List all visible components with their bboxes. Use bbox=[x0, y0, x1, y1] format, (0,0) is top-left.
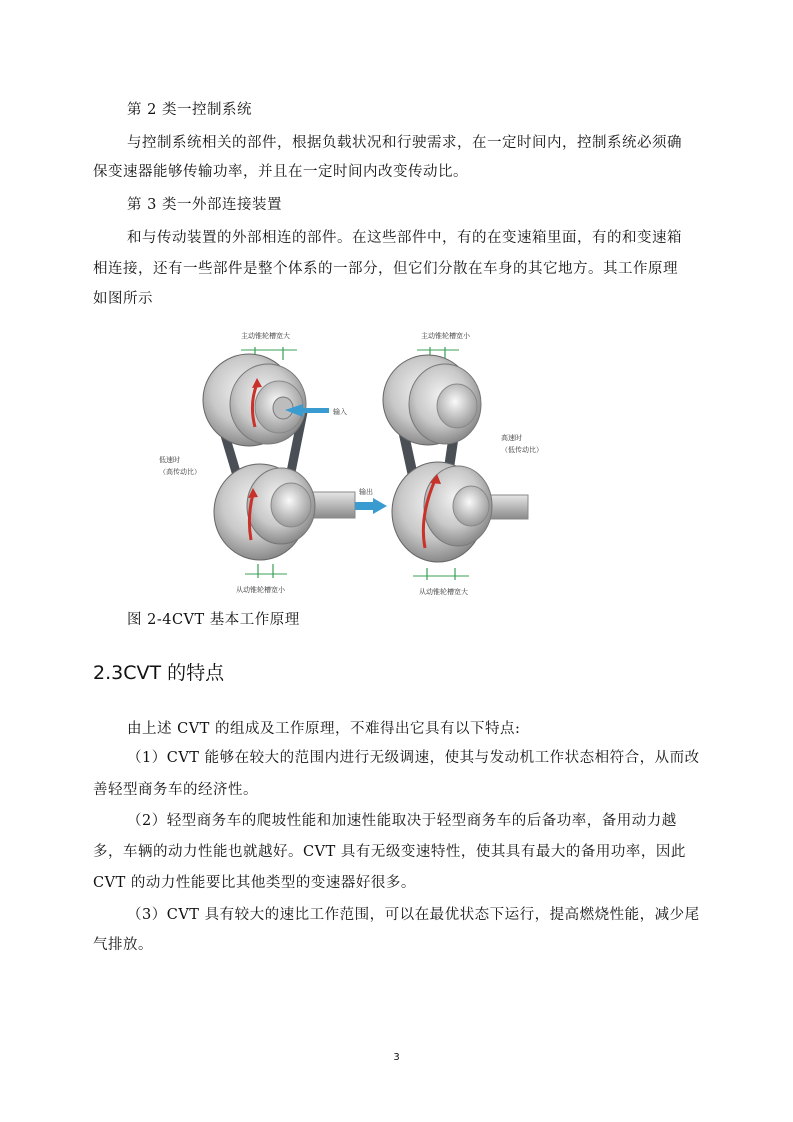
paragraph-line: （3）CVT 具有较大的速比工作范围，可以在最优状态下运行，提高燃烧性能，减少尾 bbox=[127, 907, 700, 923]
paragraph-heading-control-system: 第 2 类一控制系统 bbox=[127, 102, 252, 118]
paragraph-heading-external-device: 第 3 类一外部连接装置 bbox=[127, 197, 282, 213]
paragraph-line: 相连接，还有一些部件是整个体系的一部分，但它们分散在车身的其它地方。其工作原理 bbox=[93, 261, 678, 277]
right-top-label: 主动锥轮槽宽小 bbox=[421, 332, 470, 340]
cvt-diagram bbox=[123, 312, 568, 604]
right-state-label: 高速时 bbox=[501, 434, 522, 442]
left-output-label: 输出 bbox=[359, 488, 373, 496]
right-cvt-assembly bbox=[383, 331, 543, 596]
paragraph-line: 保变速器能够传输功率，并且在一定时间内改变传动比。 bbox=[93, 164, 468, 180]
left-top-label: 主动锥轮槽宽大 bbox=[241, 332, 290, 340]
right-bottom-label: 从动锥轮槽宽大 bbox=[419, 588, 468, 596]
figure-caption: 图 2-4CVT 基本工作原理 bbox=[127, 612, 300, 628]
paragraph-line: 气排放。 bbox=[93, 937, 153, 953]
left-cvt-assembly bbox=[159, 331, 387, 594]
paragraph-line: 和与传动装置的外部相连的部件。在这些部件中，有的在变速箱里面，有的和变速箱 bbox=[127, 230, 682, 246]
paragraph-line: 与控制系统相关的部件，根据负载状况和行驶需求，在一定时间内，控制系统必须确 bbox=[127, 135, 682, 151]
output-arrow-icon bbox=[355, 498, 387, 514]
left-state-sub-label: （高传动比） bbox=[159, 468, 201, 476]
section-heading: 2.3CVT 的特点 bbox=[93, 662, 225, 684]
left-state-label: 低速时 bbox=[159, 456, 180, 464]
left-input-label: 输入 bbox=[333, 408, 347, 416]
paragraph-line: （1）CVT 能够在较大的范围内进行无级调速，使其与发动机工作状态相符合，从而改 bbox=[127, 750, 700, 766]
paragraph-line: 如图所示 bbox=[93, 291, 153, 307]
page-number: 3 bbox=[393, 1052, 400, 1063]
paragraph-line: 由上述 CVT 的组成及工作原理，不难得出它具有以下特点: bbox=[127, 721, 521, 737]
paragraph-line: （2）轻型商务车的爬坡性能和加速性能取决于轻型商务车的后备功率，备用动力越 bbox=[127, 813, 677, 829]
paragraph-line: 善轻型商务车的经济性。 bbox=[93, 782, 258, 798]
right-state-sub-label: （低传动比） bbox=[501, 446, 543, 454]
paragraph-line: 多，车辆的动力性能也就越好。CVT 具有无级变速特性，使其具有最大的备用功率，因此 bbox=[93, 844, 686, 860]
cvt-principle-figure bbox=[123, 312, 568, 604]
left-bottom-label: 从动锥轮槽宽小 bbox=[236, 586, 285, 594]
paragraph-line: CVT 的动力性能要比其他类型的变速器好很多。 bbox=[93, 875, 416, 891]
